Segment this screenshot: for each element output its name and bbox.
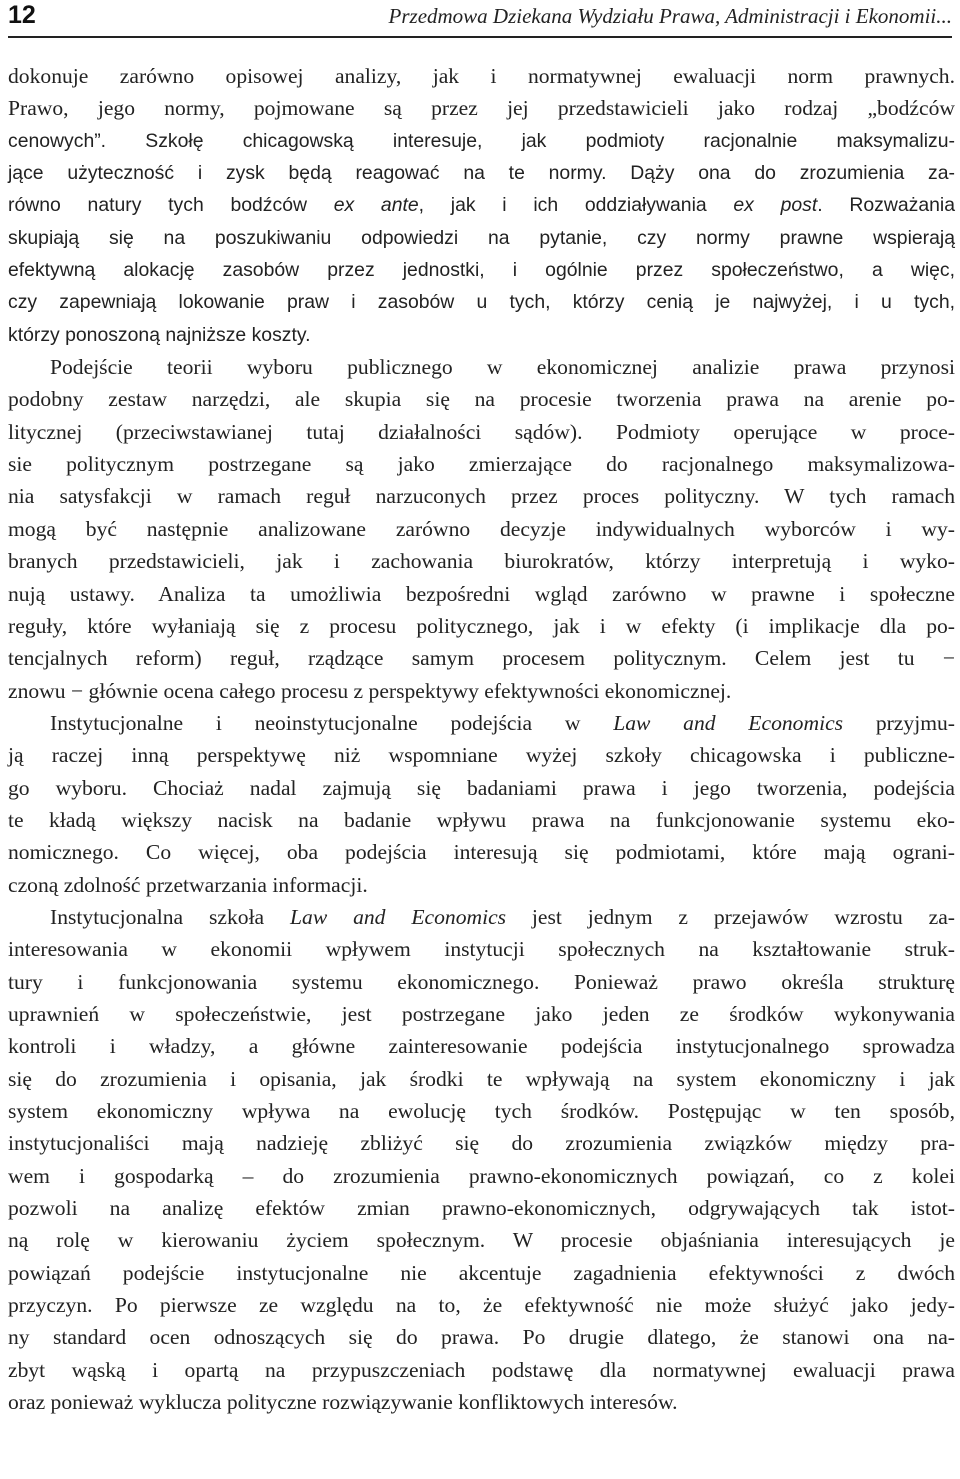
text-line: ją raczej inną perspektywę niż wspomniane wyżej szkoły chicagowska i publiczne- [8, 743, 955, 768]
text-segment: równo natury tych bodźców [8, 194, 334, 217]
paragraph [8, 901, 955, 1419]
text-line: mogą być następnie analizowane zarówno decyzje indywidualnych wyborców i wy- [8, 516, 955, 541]
text-line: znowu − głównie ocena całego procesu z perspektywy efektywności ekonomicznej. [8, 678, 732, 703]
text-line: ną rolę w kierowaniu życiem społecznym. W procesie objaśniania interesujących je [8, 1228, 955, 1253]
text-line: branych przedstawicieli, jak i zachowania biurokratów, którzy interpretują i wyko- [8, 549, 955, 574]
text-line: cenowych”. Szkołę chicagowską interesuje, jak podmioty racjonalnie maksymalizu- [8, 129, 955, 152]
text-line: Prawo, jego normy, pojmowane są przez jej przedstawicieli jako rodzaj „bodźców [8, 96, 955, 121]
text-line: którzy ponoszoną najniższe koszty. [8, 323, 311, 346]
paragraph [8, 351, 955, 707]
text-line: oraz ponieważ wyklucza polityczne rozwiązywanie konfliktowych interesów. [8, 1390, 678, 1415]
text-line: wem i gospodarką – do zrozumienia prawno-ekonomicznych powiązań, co z kolei [8, 1163, 955, 1188]
text-line: litycznej (przeciwstawianej tutaj działalności sądów). Podmioty operujące w proce- [8, 419, 955, 444]
text-line: nują ustawy. Analiza ta umożliwia bezpośredni wgląd zarówno w prawne i społeczne [8, 581, 955, 606]
italic-term: ex ante [333, 194, 419, 217]
paragraph [8, 60, 955, 351]
text-line: uprawnień w społeczeństwie, jest postrzegane jako jeden ze środków wykonywania [8, 1001, 955, 1026]
italic-term: ex post [733, 194, 818, 217]
text-line: czoną zdolność przetwarzania informacji. [8, 872, 368, 897]
text-line: skupiają się na poszukiwaniu odpowiedzi na pytanie, czy normy prawne wspierają [8, 226, 955, 249]
text-line: efektywną alokację zasobów przez jednostki, i ogólnie przez społeczeństwo, a więc, [8, 259, 955, 282]
text-segment: jest jednym z przejawów wzrostu za- [506, 904, 955, 929]
text-line: przyczyn. Po pierwsze ze względu na to, że efektywność nie może służyć jako jedy- [8, 1293, 955, 1318]
running-header [8, 0, 952, 38]
text-line: interesowania w ekonomii wpływem instytucji społecznych na kształtowanie struk- [8, 937, 955, 962]
italic-term: Law and Economics [613, 710, 844, 735]
page-number: 12 [8, 1, 36, 29]
text-line: się do zrozumienia i opisania, jak środki te wpływają na system ekonomiczny i jak [8, 1066, 955, 1091]
text-line: ny standard ocen odnoszących się do prawa. Po drugie dlatego, że stanowi ona na- [8, 1325, 955, 1350]
text-line: tury i funkcjonowania systemu ekonomicznego. Ponieważ prawo określa strukturę [8, 969, 955, 994]
text-line: system ekonomiczny wpływa na ewolucję tych środków. Postępując w ten sposób, [8, 1099, 955, 1123]
text-segment: , jak i ich oddziaływania [418, 194, 734, 217]
running-title: Przedmowa Dziekana Wydziału Prawa, Administracji i Ekonomii... [388, 4, 952, 28]
text-line: Podejście teorii wyboru publicznego w ekonomicznej analizie prawa przynosi [50, 355, 955, 380]
text-line: te kładą większy nacisk na badanie wpływu prawa na funkcjonowanie systemu eko- [8, 807, 955, 832]
text-line: kontroli i władzy, a główne zainteresowanie podejścia instytucjonalnego sprowadza [8, 1034, 955, 1059]
text-line: podobny zestaw narzędzi, ale skupia się na procesie tworzenia prawa na arenie po- [8, 387, 955, 412]
text-line: jące użyteczność i zysk będą reagować na te normy. Dąży ona do zrozumienia za- [8, 162, 955, 185]
italic-term: Law and Economics [290, 904, 507, 929]
body-text [8, 60, 955, 1418]
text-line: reguły, które wyłaniają się z procesu politycznego, jak i w efekty (i implikacje dla po- [8, 613, 955, 638]
text-line: pozwoli na analizę efektów zmian prawno-ekonomicznych, odgrywających tak istot- [8, 1196, 955, 1221]
text-line: instytucjonaliści mają nadzieję zbliżyć się do zrozumienia związków między pra- [8, 1131, 955, 1156]
text-line: powiązań podejście instytucjonalne nie akcentuje zagadnienia efektywności z dwóch [8, 1260, 955, 1285]
text-segment: . Rozważania [817, 194, 955, 217]
text-line: sie politycznym postrzegane są jako zmierzające do racjonalnego maksymalizowa- [8, 452, 955, 477]
text-line [8, 189, 955, 221]
text-segment: Instytucjonalna szkoła [50, 904, 291, 929]
text-line: dokonuje zarówno opisowej analizy, jak i normatywnej ewaluacji norm prawnych. [8, 64, 955, 88]
paragraph [8, 707, 955, 901]
text-segment: Instytucjonalne i neoinstytucjonalne podejścia w [50, 710, 614, 735]
text-line: nomicznego. Co więcej, oba podejścia interesują się podmiotami, które mają ograni- [8, 840, 955, 865]
text-line: zbyt wąską i opartą na przypuszczeniach podstawę dla normatywnej ewaluacji prawa [8, 1357, 955, 1382]
text-line: go wyboru. Chociaż nadal zajmują się badaniami prawa i jego tworzenia, podejścia [8, 775, 955, 800]
text-line [8, 707, 955, 739]
text-line: tencjalnych reform) reguł, rządzące samym procesem politycznym. Celem jest tu − [8, 646, 955, 671]
text-line: czy zapewniają lokowanie praw i zasobów u tych, którzy cenią je najwyżej, i u tych, [8, 291, 955, 314]
text-segment: przyjmu- [843, 710, 955, 735]
text-line: nia satysfakcji w ramach reguł narzuconych przez proces polityczny. W tych ramach [8, 484, 955, 509]
text-line [8, 901, 955, 933]
